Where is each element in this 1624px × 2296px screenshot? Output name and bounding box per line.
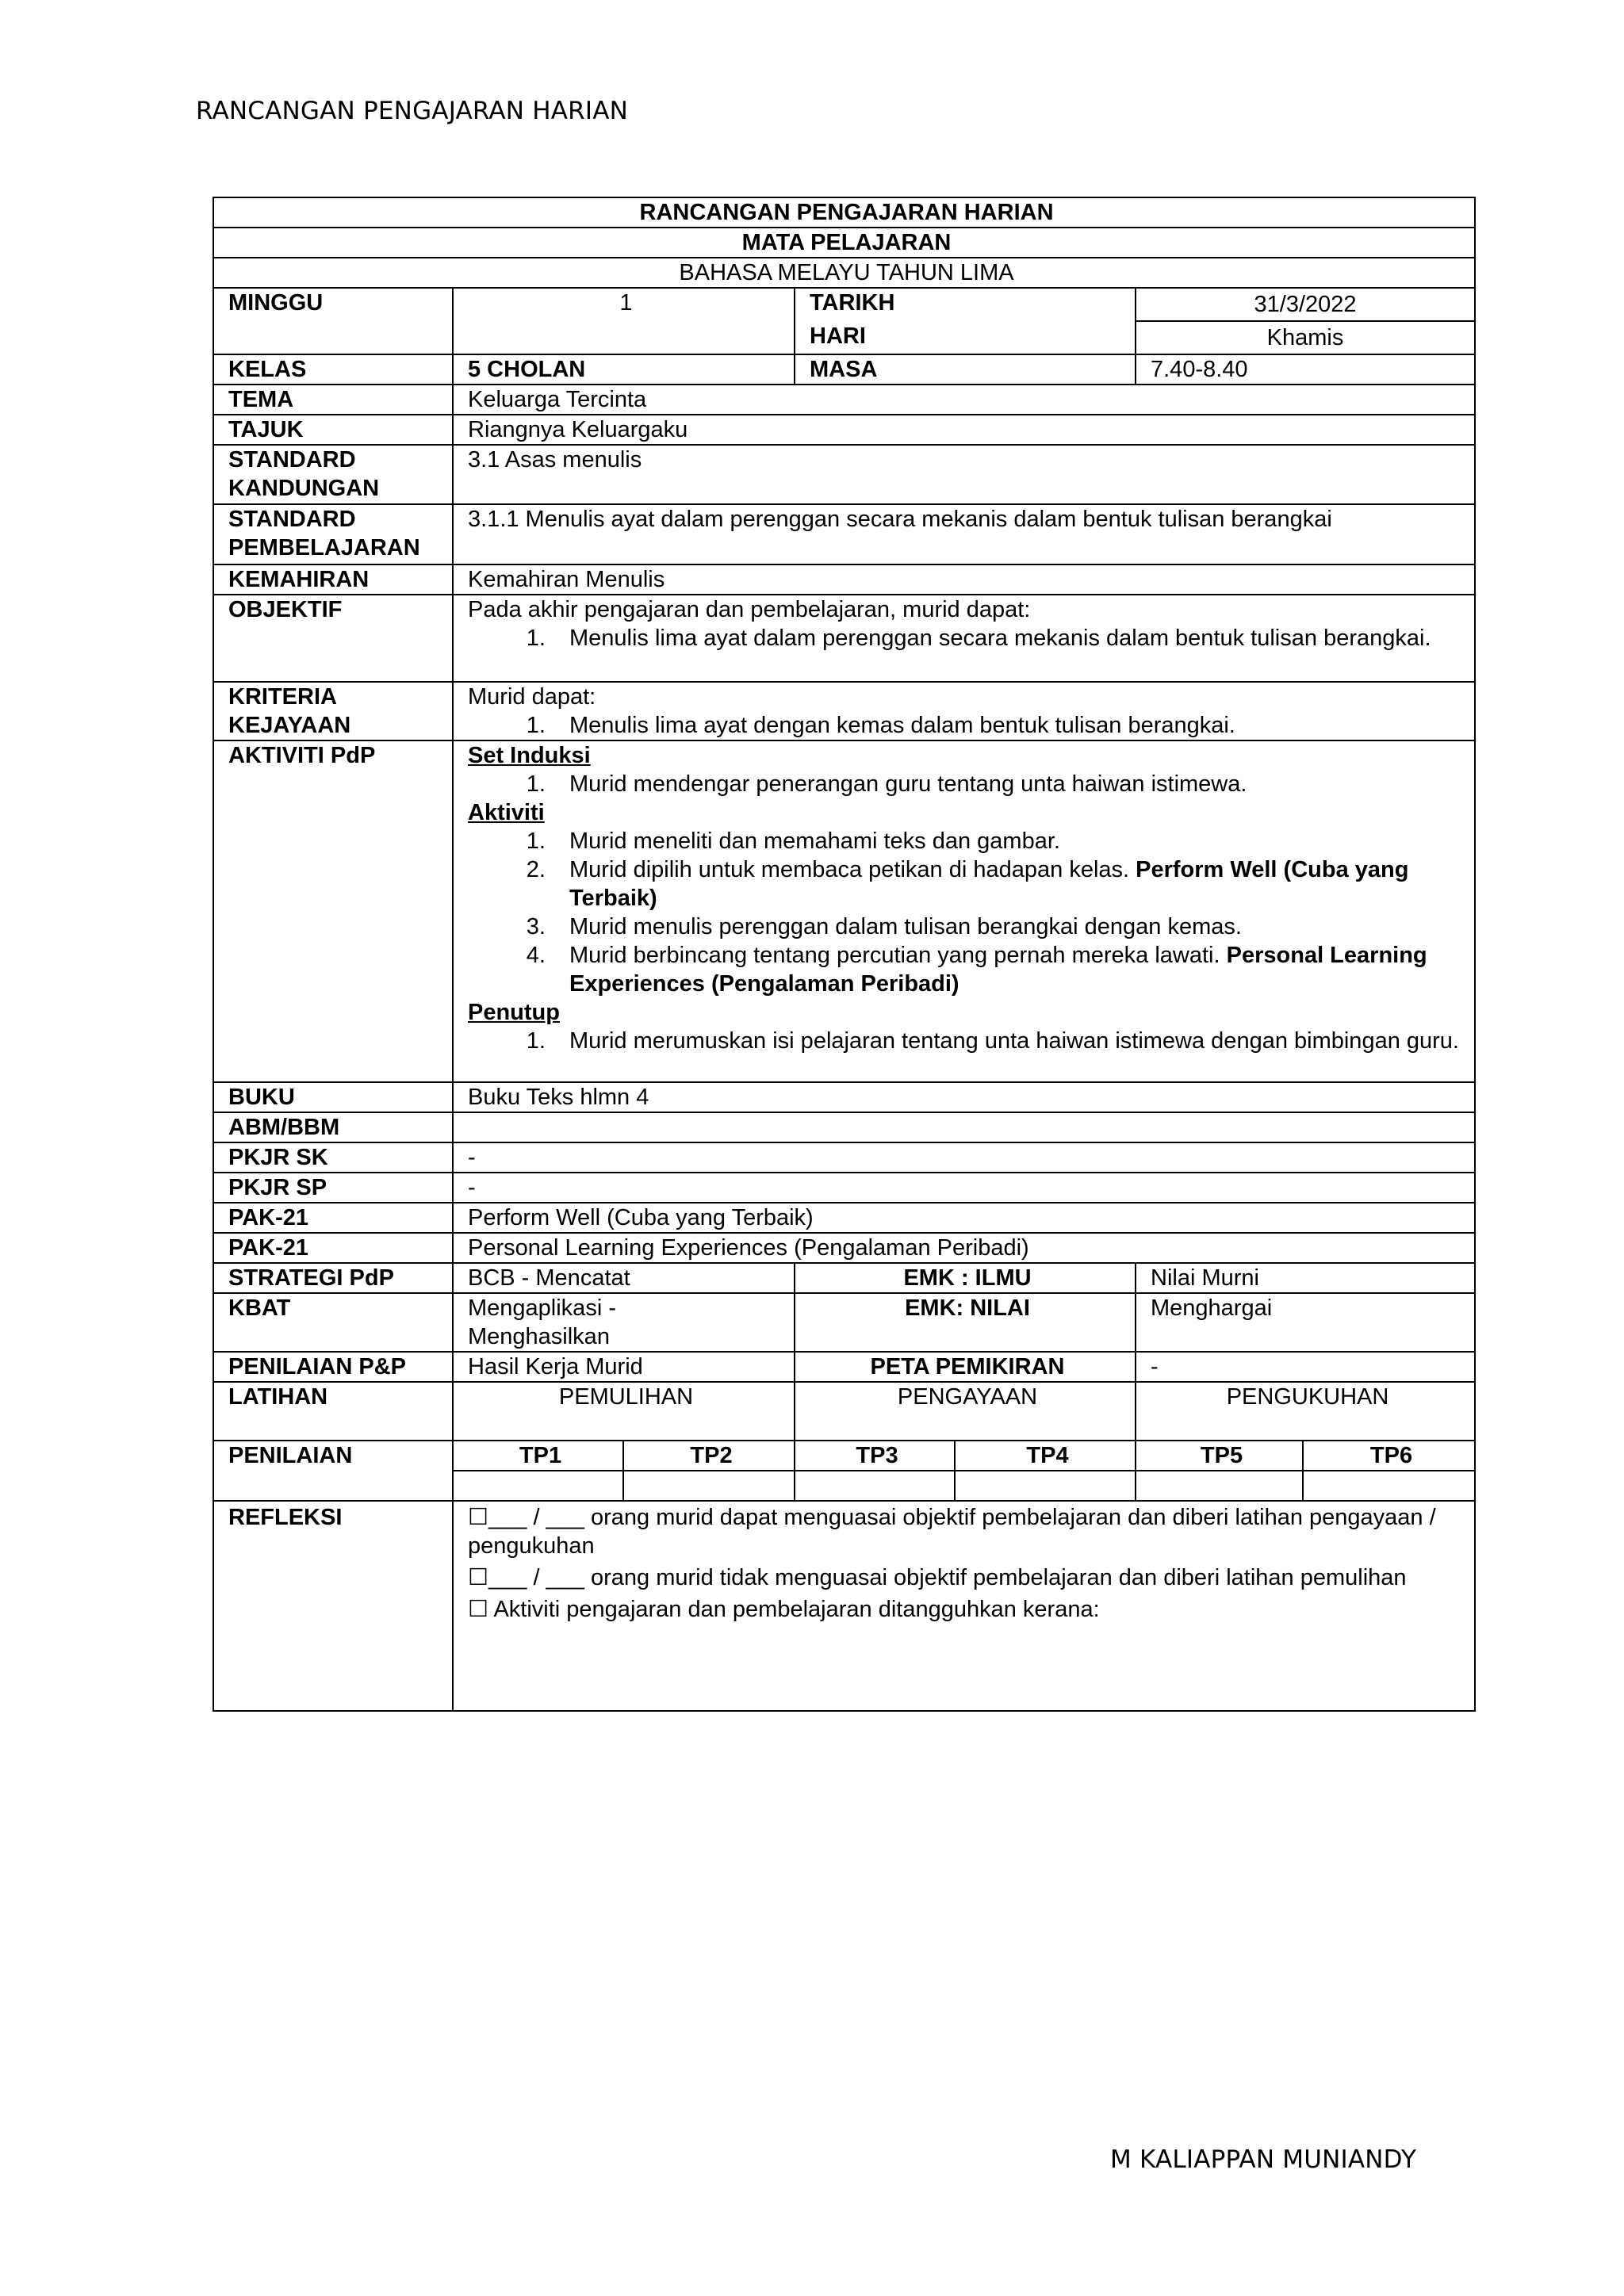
refleksi-line-2: ☐___ / ___ orang murid tidak menguasai objektif pembelajaran dan diberi latihan pemulihan bbox=[468, 1565, 1407, 1590]
penilaian-pp-label: PENILAIAN P&P bbox=[213, 1352, 453, 1382]
abm-label: ABM/BBM bbox=[213, 1112, 453, 1142]
tp-header: TP6 bbox=[1303, 1441, 1475, 1471]
sk-label-line2: KANDUNGAN bbox=[228, 476, 380, 501]
aktiviti-item bbox=[552, 913, 1465, 941]
pkjr-sp-label: PKJR SP bbox=[213, 1173, 453, 1203]
subject-label: MATA PELAJARAN bbox=[213, 228, 1475, 258]
penilaian-pp-value: Hasil Kerja Murid bbox=[453, 1352, 795, 1382]
peta-pemikiran-label: PETA PEMIKIRAN bbox=[795, 1352, 1136, 1382]
masa-value: 7.40-8.40 bbox=[1136, 354, 1475, 385]
standard-kandungan-label bbox=[213, 445, 453, 504]
emk-nilai-label: EMK: NILAI bbox=[795, 1293, 1136, 1352]
tp-header: TP4 bbox=[955, 1441, 1136, 1471]
tp-cell bbox=[623, 1471, 795, 1501]
masa-label: MASA bbox=[795, 354, 1136, 385]
aktiviti-item-4-text: Murid berbincang tentang percutian yang pernah mereka lawati. bbox=[569, 943, 1227, 968]
standard-pembelajaran-value: 3.1.1 Menulis ayat dalam perenggan secara mekanis dalam bentuk tulisan berangkai bbox=[453, 504, 1475, 564]
latihan-pengukuhan: PENGUKUHAN bbox=[1136, 1382, 1475, 1441]
kbat-label: KBAT bbox=[213, 1293, 453, 1352]
penutup-item: 1. Murid merumuskan isi pelajaran tentang unta haiwan istimewa dengan bimbingan guru. bbox=[552, 1027, 1465, 1055]
tp-header: TP1 bbox=[453, 1441, 623, 1471]
tp-cell bbox=[453, 1471, 623, 1501]
peta-pemikiran-value: - bbox=[1136, 1352, 1475, 1382]
latihan-label: LATIHAN bbox=[213, 1382, 453, 1441]
emk-ilmu-label: EMK : ILMU bbox=[795, 1263, 1136, 1293]
emk-nilai-value: Menghargai bbox=[1136, 1293, 1475, 1352]
emk-ilmu-value: Nilai Murni bbox=[1136, 1263, 1475, 1293]
aktiviti-item-2-text: Murid dipilih untuk membaca petikan di hadapan kelas. bbox=[569, 857, 1136, 882]
pak21-label: PAK-21 bbox=[213, 1203, 453, 1233]
kriteria-kejayaan-value bbox=[453, 682, 1475, 740]
penilaian-label: PENILAIAN bbox=[213, 1441, 453, 1501]
tp-header: TP2 bbox=[623, 1441, 795, 1471]
aktiviti-item bbox=[552, 941, 1465, 998]
sk-label-line1: STANDARD bbox=[228, 447, 356, 473]
standard-kandungan-value: 3.1 Asas menulis bbox=[453, 445, 1475, 504]
set-induksi-heading: Set Induksi bbox=[468, 743, 591, 768]
kriteria-intro: Murid dapat: bbox=[468, 684, 596, 710]
aktiviti-item bbox=[552, 827, 1465, 855]
aktiviti-item-1-text: Murid meneliti dan memahami teks dan gambar. bbox=[569, 828, 1060, 854]
pkjr-sk-label: PKJR SK bbox=[213, 1142, 453, 1173]
pak21-label: PAK-21 bbox=[213, 1233, 453, 1263]
tp-cell bbox=[1303, 1471, 1475, 1501]
objektif-item: 1. Menulis lima ayat dalam perenggan secara mekanis dalam bentuk tulisan berangkai. bbox=[552, 624, 1465, 652]
penutup-heading: Penutup bbox=[468, 1000, 560, 1025]
objektif-intro: Pada akhir pengajaran dan pembelajaran, murid dapat: bbox=[468, 597, 1031, 622]
refleksi-label: REFLEKSI bbox=[213, 1501, 453, 1711]
aktiviti-label: AKTIVITI PdP bbox=[213, 740, 453, 1082]
tarikh-label: TARIKH bbox=[810, 290, 895, 316]
latihan-pengayaan: PENGAYAAN bbox=[795, 1382, 1136, 1441]
page-header: RANCANGAN PENGAJARAN HARIAN bbox=[196, 97, 629, 125]
sp-label-line2: PEMBELAJARAN bbox=[228, 535, 420, 561]
tajuk-label: TAJUK bbox=[213, 415, 453, 445]
latihan-pemulihan: PEMULIHAN bbox=[453, 1382, 795, 1441]
tp-cell bbox=[795, 1471, 955, 1501]
hari-value: Khamis bbox=[1136, 320, 1474, 354]
tp-header: TP5 bbox=[1136, 1441, 1303, 1471]
kriteria-kejayaan-label bbox=[213, 682, 453, 740]
aktiviti-item-4-pak21: Personal Learning Experiences (Pengalaman Peribadi) bbox=[569, 943, 1427, 997]
buku-value: Buku Teks hlmn 4 bbox=[453, 1082, 1475, 1112]
minggu-label: MINGGU bbox=[213, 288, 453, 354]
page-footer: M KALIAPPAN MUNIANDY bbox=[1110, 2145, 1417, 2174]
kelas-label: KELAS bbox=[213, 354, 453, 385]
tp-cell bbox=[955, 1471, 1136, 1501]
aktiviti-item-3-text: Murid menulis perenggan dalam tulisan berangkai dengan kemas. bbox=[569, 914, 1242, 939]
tarikh-hari-label bbox=[795, 288, 1136, 354]
lesson-plan-table bbox=[213, 197, 1476, 1712]
pkjr-sk-value: - bbox=[453, 1142, 1475, 1173]
tarikh-value: 31/3/2022 bbox=[1254, 292, 1357, 317]
pak21-value: Personal Learning Experiences (Pengalaman Peribadi) bbox=[453, 1233, 1475, 1263]
kemahiran-label: KEMAHIRAN bbox=[213, 564, 453, 595]
aktiviti-item-2-pak21: Perform Well (Cuba yang Terbaik) bbox=[569, 857, 1409, 911]
minggu-value: 1 bbox=[453, 288, 795, 354]
abm-value bbox=[453, 1112, 1475, 1142]
tema-label: TEMA bbox=[213, 385, 453, 415]
kriteria-label-line2: KEJAYAAN bbox=[228, 713, 351, 738]
kriteria-label-line1: KRITERIA bbox=[228, 684, 337, 710]
aktiviti-value bbox=[453, 740, 1475, 1082]
pkjr-sp-value: - bbox=[453, 1173, 1475, 1203]
objektif-label: OBJEKTIF bbox=[213, 595, 453, 682]
hari-label: HARI bbox=[810, 323, 866, 349]
tp-cell bbox=[1136, 1471, 1303, 1501]
aktiviti-heading: Aktiviti bbox=[468, 800, 545, 825]
plan-title: RANCANGAN PENGAJARAN HARIAN bbox=[213, 197, 1475, 228]
strategi-value: BCB - Mencatat bbox=[453, 1263, 795, 1293]
refleksi-line-1: ☐___ / ___ orang murid dapat menguasai objektif pembelajaran dan diberi latihan pengayaan / pengukuhan bbox=[468, 1505, 1436, 1559]
set-induksi-item: 1. Murid mendengar penerangan guru tentang unta haiwan istimewa. bbox=[552, 770, 1465, 798]
refleksi-line-3: ☐ Aktiviti pengajaran dan pembelajaran ditangguhkan kerana: bbox=[468, 1597, 1100, 1622]
buku-label: BUKU bbox=[213, 1082, 453, 1112]
kelas-value: 5 CHOLAN bbox=[453, 354, 795, 385]
tajuk-value: Riangnya Keluargaku bbox=[453, 415, 1475, 445]
kemahiran-value: Kemahiran Menulis bbox=[453, 564, 1475, 595]
standard-pembelajaran-label bbox=[213, 504, 453, 564]
aktiviti-item bbox=[552, 855, 1465, 913]
kbat-value: Mengaplikasi - Menghasilkan bbox=[453, 1293, 795, 1352]
strategi-label: STRATEGI PdP bbox=[213, 1263, 453, 1293]
pak21-value: Perform Well (Cuba yang Terbaik) bbox=[453, 1203, 1475, 1233]
tarikh-hari-value bbox=[1136, 288, 1475, 354]
tema-value: Keluarga Tercinta bbox=[453, 385, 1475, 415]
refleksi-value bbox=[453, 1501, 1475, 1711]
subject-value: BAHASA MELAYU TAHUN LIMA bbox=[213, 258, 1475, 288]
sp-label-line1: STANDARD bbox=[228, 507, 356, 532]
tp-header: TP3 bbox=[795, 1441, 955, 1471]
objektif-value bbox=[453, 595, 1475, 682]
kriteria-item: 1. Menulis lima ayat dengan kemas dalam bentuk tulisan berangkai. bbox=[552, 711, 1465, 740]
